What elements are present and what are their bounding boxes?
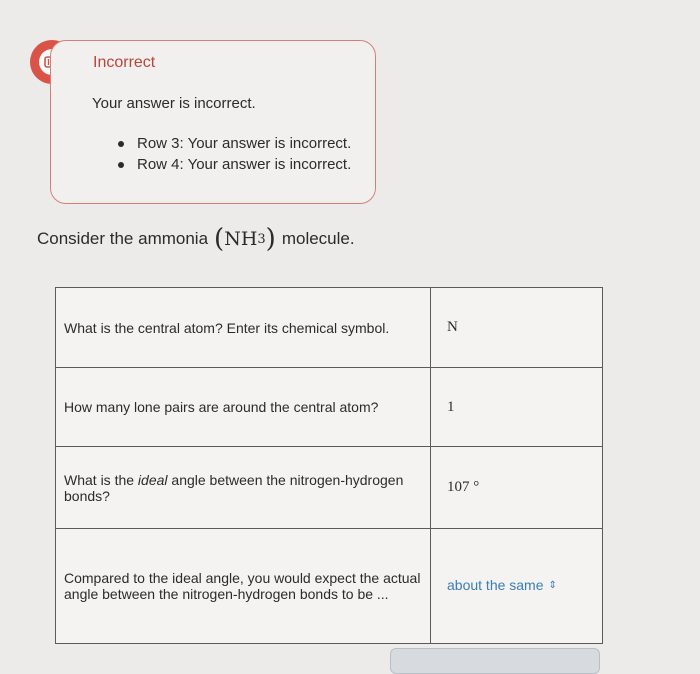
prompt-text-before: Consider the ammonia bbox=[37, 229, 209, 248]
formula-left-paren: ( bbox=[214, 224, 225, 254]
formula-subscript: 3 bbox=[257, 231, 266, 247]
formula-main: NH bbox=[224, 228, 258, 250]
table-row bbox=[56, 529, 603, 644]
question-prompt bbox=[37, 226, 355, 252]
action-button[interactable] bbox=[390, 648, 600, 674]
table-row bbox=[56, 447, 603, 529]
answer-unit: ° bbox=[473, 479, 480, 495]
prompt-text-after: molecule. bbox=[281, 229, 355, 248]
answer-value[interactable]: 1 bbox=[447, 398, 455, 415]
question-text-after: angle between the nitrogen-hydrogen bonds? bbox=[64, 471, 404, 504]
chevron-updown-icon[interactable]: ⇕ bbox=[548, 579, 557, 591]
feedback-item: Row 3: Your answer is incorrect. bbox=[115, 133, 351, 154]
feedback-list bbox=[115, 133, 351, 175]
select-value[interactable]: about the same bbox=[447, 577, 544, 593]
question-table bbox=[55, 287, 603, 644]
question-cell bbox=[56, 447, 431, 529]
answer-cell[interactable] bbox=[431, 447, 603, 529]
question-cell: What is the central atom? Enter its chemical symbol. bbox=[56, 288, 431, 368]
feedback-title: Incorrect bbox=[93, 54, 156, 71]
question-cell: Compared to the ideal angle, you would expect the actual angle between the nitrogen-hydrogen bonds to be ... bbox=[56, 529, 431, 644]
feedback-message: Your answer is incorrect. bbox=[92, 95, 256, 112]
answer-value[interactable]: 107 bbox=[447, 479, 470, 495]
answer-value[interactable]: N bbox=[447, 319, 458, 335]
question-emphasis: ideal bbox=[137, 471, 168, 488]
ammonia-formula bbox=[214, 226, 276, 252]
answer-cell[interactable] bbox=[431, 288, 603, 368]
table-row bbox=[56, 368, 603, 447]
answer-cell[interactable] bbox=[431, 368, 603, 447]
question-text-before: What is the bbox=[64, 471, 138, 488]
answer-cell[interactable] bbox=[431, 529, 603, 644]
feedback-item: Row 4: Your answer is incorrect. bbox=[115, 154, 351, 175]
feedback-alert bbox=[50, 40, 376, 204]
table-row bbox=[56, 288, 603, 368]
question-cell: How many lone pairs are around the central atom? bbox=[56, 368, 431, 447]
angle-comparison-select[interactable] bbox=[447, 577, 557, 593]
formula-right-paren: ) bbox=[265, 224, 276, 254]
